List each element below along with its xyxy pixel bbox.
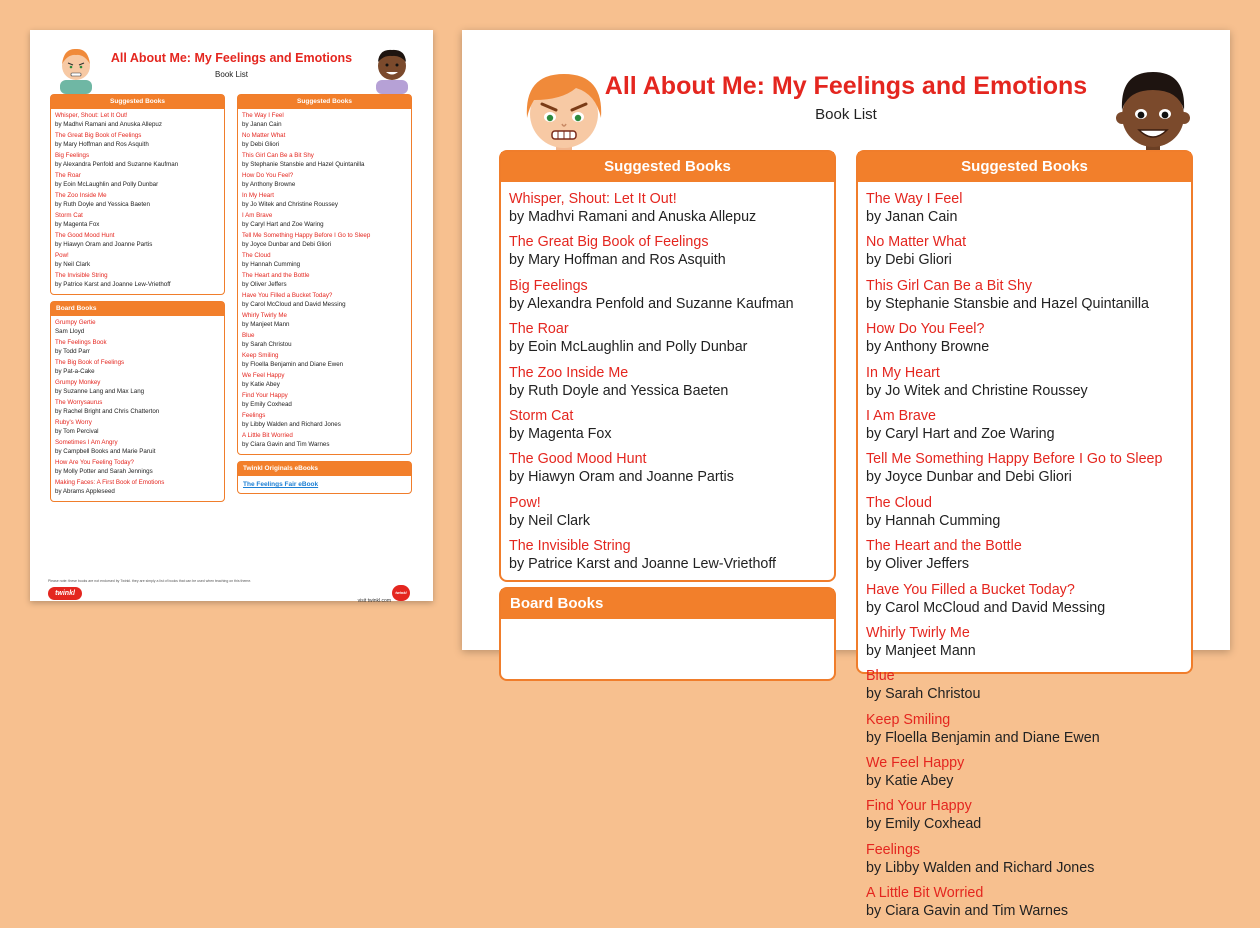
book-author: by Manjeet Mann [242,320,290,328]
book-item [866,190,1183,233]
suggested-books-box-right [856,150,1193,920]
book-item [866,233,1183,276]
book-title: The Way I Feel [866,191,963,207]
section-heading: Twinkl Originals eBooks [238,462,411,476]
book-title: The Feelings Book [55,339,107,346]
book-title: The Heart and the Bottle [866,538,1022,555]
section-heading: Suggested Books [501,152,834,182]
book-title: In My Heart [866,364,940,381]
book-author: by Ciara Gavin and Tim Warnes [866,903,1069,920]
book-item [866,884,1183,927]
book-author: by Alexandra Penfold and Suzanne Kaufman [55,160,179,168]
book-title: Find Your Happy [866,798,972,815]
book-item [55,399,220,416]
book-item [866,667,1183,710]
book-title: How Do You Feel? [242,172,294,179]
book-item [242,232,407,249]
book-title: Feelings [242,412,266,419]
book-author: by Ruth Doyle and Yessica Baeten [509,382,729,399]
book-item [242,372,407,389]
book-item [55,232,220,249]
book-title: Big Feelings [509,277,588,294]
book-title: Blue [866,668,895,685]
originals-box [237,461,412,494]
book-title: The Invisible String [509,538,631,555]
book-author: by Hannah Cumming [242,260,301,268]
book-author: by Manjeet Mann [866,642,976,659]
book-author: by Joyce Dunbar and Debi Gliori [866,469,1072,486]
book-author: by Oliver Jeffers [242,280,287,288]
book-title: The Zoo Inside Me [509,364,629,381]
book-item [242,192,407,209]
book-item [866,537,1183,580]
book-item [866,754,1183,797]
book-item [866,494,1183,537]
book-author: by Floella Benjamin and Diane Ewen [866,729,1100,746]
book-item [55,272,220,289]
book-title: Pow! [509,494,541,511]
book-item [55,252,220,269]
book-item [509,277,826,320]
book-author: by Jo Witek and Christine Roussey [242,200,338,208]
book-author: Sam Lloyd [55,327,85,335]
book-title: Tell Me Something Happy Before I Go to Sleep [242,232,371,239]
book-title: Big Feelings [55,152,90,159]
book-item [866,320,1183,363]
book-item [55,439,220,456]
book-title: The Zoo Inside Me [55,192,107,199]
book-title: Whisper, Shout: Let It Out! [55,112,128,119]
book-author: by Anthony Browne [242,180,296,188]
book-item [55,152,220,169]
book-title: In My Heart [242,192,274,199]
book-author: by Neil Clark [509,512,591,529]
book-item [866,797,1183,840]
book-author: by Ruth Doyle and Yessica Baeten [55,200,150,208]
book-title: Whirly Twirly Me [242,312,287,319]
book-author: by Campbell Books and Marie Paruit [55,447,156,455]
book-item [866,624,1183,667]
book-author: by Debi Gliori [242,140,280,148]
book-author: by Patrice Karst and Joanne Lew-Vriethoff [509,556,777,573]
book-item [242,272,407,289]
book-author: by Molly Potter and Sarah Jennings [55,467,153,475]
suggested-books-box [50,94,225,295]
book-title: No Matter What [866,234,967,251]
book-item [242,152,407,169]
book-author: by Rachel Bright and Chris Chatterton [55,407,160,415]
book-author: by Suzanne Lang and Max Lang [55,387,145,395]
book-item [55,212,220,229]
feelings-fair-ebook-link[interactable]: The Feelings Fair eBook [243,481,319,488]
book-author: by Joyce Dunbar and Debi Gliori [242,240,332,248]
board-books-box [50,301,225,502]
book-title: How Do You Feel? [866,321,985,338]
book-item [55,339,220,356]
book-author: by Caryl Hart and Zoe Waring [866,425,1055,442]
section-heading: Board Books [501,589,834,619]
book-title: We Feel Happy [242,372,285,379]
book-item [55,172,220,189]
book-author: by Magenta Fox [55,220,100,228]
book-item [55,132,220,149]
book-item [866,841,1183,884]
book-item [242,212,407,229]
book-item [866,711,1183,754]
book-author: by Emily Coxhead [866,816,982,833]
book-title: Keep Smiling [242,352,279,359]
book-title: Whisper, Shout: Let It Out! [509,191,677,207]
book-title: Whirly Twirly Me [866,624,970,641]
book-title: I Am Brave [242,212,273,219]
book-author: by Debi Gliori [866,252,952,269]
book-item [242,332,407,349]
book-author: by Hiawyn Oram and Joanne Partis [55,240,153,248]
book-item [242,392,407,409]
book-item [509,233,826,276]
section-heading: Suggested Books [238,95,411,109]
book-author: by Tom Percival [55,427,99,435]
book-author: by Mary Hoffman and Ros Asquith [509,252,726,269]
book-title: The Roar [55,172,81,179]
book-author: by Oliver Jeffers [866,556,970,573]
book-author: by Jo Witek and Christine Roussey [866,382,1088,399]
book-list [501,182,834,581]
book-item [55,419,220,436]
page-subtitle: Book List [815,106,877,123]
book-title: Making Faces: A First Book of Emotions [55,479,165,486]
book-title: Feelings [866,841,921,858]
book-item [55,459,220,476]
book-title: Grumpy Gertie [55,319,96,326]
book-item [242,432,407,449]
book-author: by Todd Parr [55,347,90,355]
book-title: The Invisible String [55,272,108,279]
book-item [55,319,220,336]
book-list [51,316,224,501]
book-title: The Good Mood Hunt [509,451,647,468]
book-author: by Anthony Browne [866,339,990,356]
book-item [866,277,1183,320]
book-item [55,192,220,209]
book-author: by Eoin McLaughlin and Polly Dunbar [509,339,748,356]
book-author: by Carol McCloud and David Messing [242,300,346,308]
book-item [866,407,1183,450]
twinkl-logo: twinkl [48,587,82,600]
book-item [55,359,220,376]
book-author: by Madhvi Ramani and Anuska Allepuz [509,209,757,225]
book-author: by Hannah Cumming [866,512,1001,529]
book-item [242,252,407,269]
page-subtitle: Book List [215,70,248,79]
book-title: A Little Bit Worried [866,885,984,902]
page-title: All About Me: My Feelings and Emotions [604,72,1088,100]
book-title: How Are You Feeling Today? [55,459,135,466]
suggested-books-box-left [499,150,836,582]
footer-note: Please note: these books are not endorsed by Twinkl. they are simply a list of books that can be used when teaching on this theme. [48,579,252,583]
book-title: Ruby's Worry [55,419,92,426]
book-author: by Ciara Gavin and Tim Warnes [242,440,330,448]
zoomed-page [462,30,1230,920]
right-column [237,94,412,500]
book-title: Storm Cat [55,212,83,219]
book-item [242,112,407,129]
board-books-box [499,587,836,681]
book-author: by Stephanie Stansbie and Hazel Quintanilla [242,160,365,168]
footer-url: visit twinkl.com [357,598,391,604]
book-title: Pow! [55,252,69,259]
book-author: by Emily Coxhead [242,400,292,408]
book-title: Blue [242,332,255,339]
book-title: The Cloud [242,252,271,259]
book-title: Have You Filled a Bucket Today? [866,581,1075,598]
book-title: The Heart and the Bottle [242,272,310,279]
book-title: No Matter What [242,132,286,139]
book-title: This Girl Can Be a Bit Shy [866,277,1033,294]
book-item [242,412,407,429]
book-title: The Great Big Book of Feelings [55,132,142,139]
book-author: by Patrice Karst and Joanne Lew-Vriethoff [55,280,171,288]
book-author: by Katie Abey [242,380,280,388]
book-author: by Pat-a-Cake [55,367,95,375]
book-title: Sometimes I Am Angry [55,439,118,446]
book-title: The Great Big Book of Feelings [509,234,709,251]
page-title: All About Me: My Feelings and Emotions [110,51,353,65]
book-title: The Good Mood Hunt [55,232,115,239]
book-author: by Mary Hoffman and Ros Asquith [55,140,149,148]
book-item [509,364,826,407]
book-item [866,450,1183,493]
section-heading: Suggested Books [858,152,1191,182]
book-author: by Janan Cain [242,120,282,128]
suggested-books-box [237,94,412,455]
section-heading: Suggested Books [51,95,224,109]
left-column [50,94,225,508]
book-author: by Katie Abey [866,773,954,790]
book-item [242,132,407,149]
book-author: by Abrams Appleseed [55,487,115,495]
book-author: by Hiawyn Oram and Joanne Partis [509,469,734,486]
book-author: by Carol McCloud and David Messing [866,599,1106,616]
book-author: by Alexandra Penfold and Suzanne Kaufman [509,295,794,312]
book-item [866,364,1183,407]
book-item [509,407,826,450]
book-item [242,172,407,189]
book-title: The Roar [509,321,569,338]
book-title: We Feel Happy [866,755,965,772]
book-author: by Madhvi Ramani and Anuska Allepuz [55,120,162,128]
book-list [858,182,1191,928]
book-item [509,450,826,493]
book-title: The Big Book of Feelings [55,359,125,366]
book-title: Grumpy Monkey [55,379,101,386]
book-list [51,109,224,294]
book-item [509,494,826,537]
book-author: by Sarah Christou [242,340,292,348]
book-title: The Way I Feel [242,112,284,119]
twinkl-badge-logo: twinkl [392,585,410,601]
book-item [509,320,826,363]
book-item [242,292,407,309]
book-title: Keep Smiling [866,711,951,728]
book-author: by Magenta Fox [509,425,612,442]
book-author: by Sarah Christou [866,686,981,703]
book-title: Find Your Happy [242,392,288,399]
book-author: by Floella Benjamin and Diane Ewen [242,360,344,368]
book-author: by Neil Clark [55,260,91,268]
book-author: by Libby Walden and Richard Jones [866,859,1095,876]
book-list [238,109,411,454]
book-item [509,190,826,233]
book-item [242,352,407,369]
book-author: by Caryl Hart and Zoe Waring [242,220,324,228]
book-author: by Libby Walden and Richard Jones [242,420,341,428]
book-title: I Am Brave [866,407,936,424]
book-title: Storm Cat [509,407,574,424]
book-title: Have You Filled a Bucket Today? [242,292,333,299]
book-title: A Little Bit Worried [242,432,293,439]
book-item [509,537,826,580]
book-item [55,112,220,129]
book-author: by Stephanie Stansbie and Hazel Quintanilla [866,295,1149,312]
book-title: Tell Me Something Happy Before I Go to Sleep [866,451,1163,468]
book-item [55,379,220,396]
section-heading: Board Books [51,302,224,316]
book-title: This Girl Can Be a Bit Shy [242,152,314,159]
book-author: by Eoin McLaughlin and Polly Dunbar [55,180,159,188]
book-item [242,312,407,329]
book-author: by Janan Cain [866,209,958,225]
book-title: The Worrysaurus [55,399,103,406]
book-item [866,581,1183,624]
book-item [55,479,220,496]
thumbnail-page [30,30,433,604]
book-title: The Cloud [866,494,932,511]
